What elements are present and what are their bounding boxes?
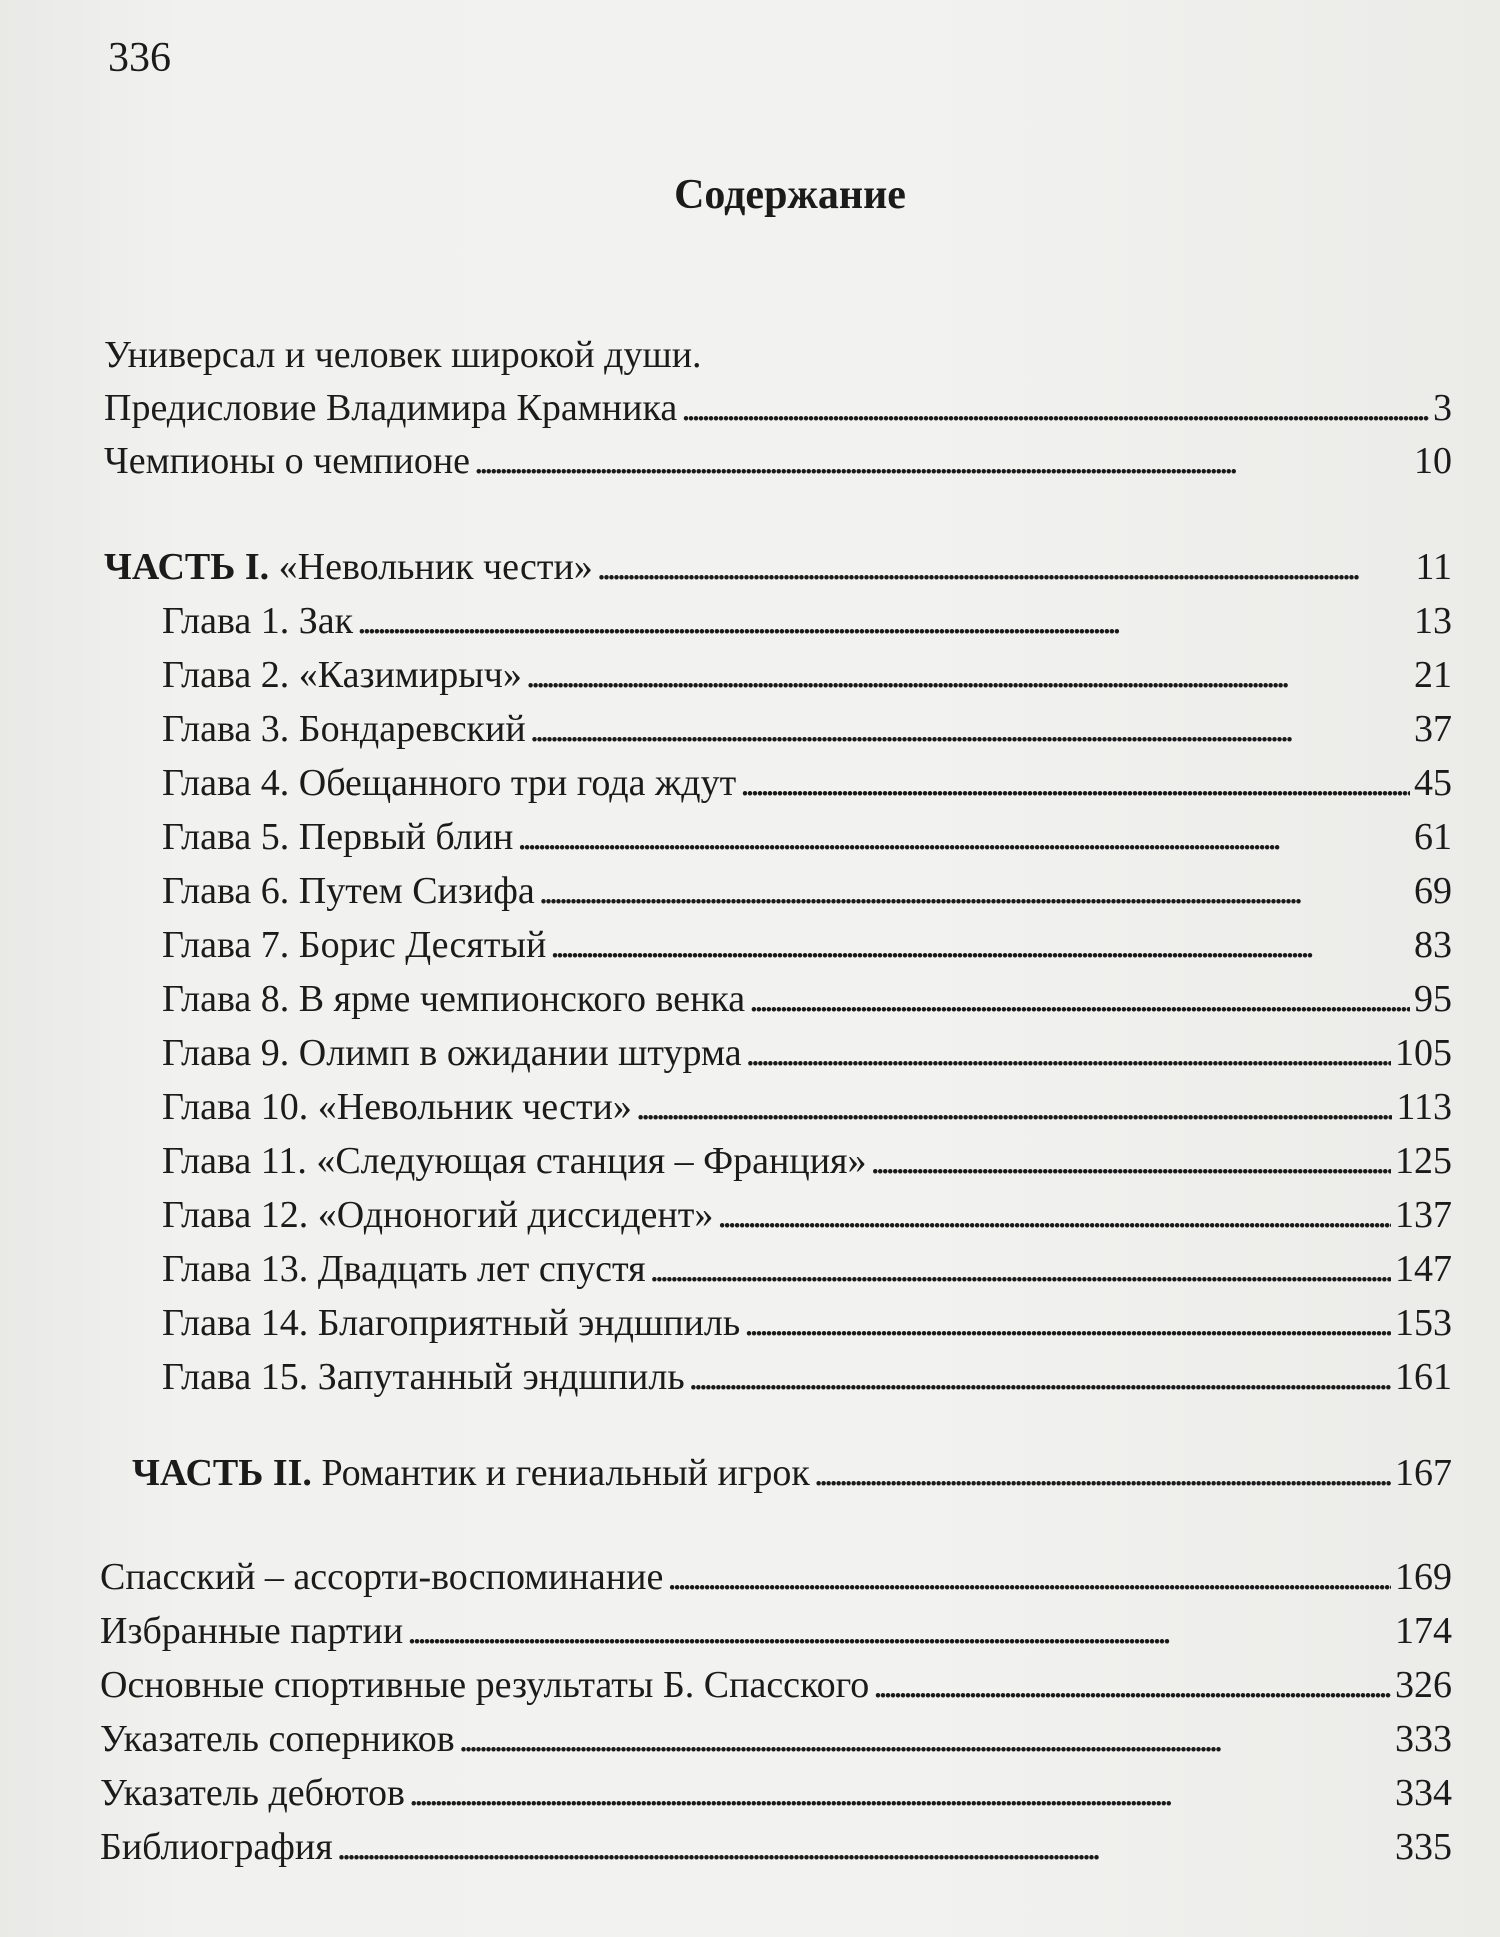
toc-chapter bbox=[162, 1134, 1452, 1188]
toc-part-title bbox=[132, 1446, 810, 1500]
dot-leader bbox=[597, 540, 1412, 594]
toc-entry-page: 83 bbox=[1414, 924, 1452, 966]
dot-leader bbox=[337, 1820, 1391, 1874]
page-number: 336 bbox=[108, 35, 171, 81]
toc-entry-page: 69 bbox=[1414, 870, 1452, 912]
toc-entry-title: Глава 10. «Невольник чести» bbox=[162, 1086, 632, 1128]
toc-entry-title: Глава 12. «Одноногий диссидент» bbox=[162, 1194, 714, 1236]
toc-entry-page: 333 bbox=[1395, 1718, 1452, 1760]
toc-entry-page: 11 bbox=[1415, 546, 1452, 588]
part-label: ЧАСТЬ II. bbox=[132, 1452, 312, 1494]
dot-leader bbox=[717, 1188, 1391, 1242]
toc-entry-title: Чемпионы о чемпионе bbox=[104, 440, 471, 482]
toc-entry-page: 3 bbox=[1433, 387, 1452, 429]
toc-chapter bbox=[162, 918, 1452, 972]
toc-entry-page: 147 bbox=[1395, 1248, 1452, 1290]
toc-appendix-entry bbox=[100, 1820, 1452, 1874]
toc-chapter bbox=[162, 1350, 1452, 1404]
page-title: Содержание bbox=[674, 172, 906, 218]
dot-leader bbox=[474, 434, 1410, 488]
toc-entry-title: Спасский – ассорти-воспоминание bbox=[100, 1556, 664, 1598]
toc-entry-title: Глава 6. Путем Сизифа bbox=[162, 870, 535, 912]
toc-entry-preface bbox=[104, 381, 1452, 435]
toc-part-title bbox=[104, 540, 593, 594]
toc-entry-title: Глава 15. Запутанный эндшпиль bbox=[162, 1356, 685, 1398]
toc-appendix-entry bbox=[100, 1550, 1452, 1604]
toc-entry-page: 61 bbox=[1414, 816, 1452, 858]
toc-entry-title: Библиография bbox=[100, 1826, 333, 1868]
toc-chapter bbox=[162, 1080, 1452, 1134]
dot-leader bbox=[636, 1080, 1393, 1134]
toc-chapter bbox=[162, 1026, 1452, 1080]
toc-chapter bbox=[162, 1188, 1452, 1242]
toc-chapter bbox=[162, 972, 1452, 1026]
toc-entry-champions bbox=[104, 434, 1452, 488]
toc-entry-title: Глава 9. Олимп в ожидании штурма bbox=[162, 1032, 742, 1074]
dot-leader bbox=[357, 594, 1410, 648]
toc-entry-title: Глава 8. В ярме чемпионского венка bbox=[162, 978, 746, 1020]
toc-entry-page: 125 bbox=[1395, 1140, 1452, 1182]
toc-entry-page: 10 bbox=[1414, 440, 1452, 482]
part-name: Романтик и гениальный игрок bbox=[311, 1452, 810, 1494]
toc-entry-page: 37 bbox=[1414, 708, 1452, 750]
toc-part-1 bbox=[104, 540, 1452, 594]
toc-entry-page: 45 bbox=[1414, 762, 1452, 804]
toc-entry-page: 167 bbox=[1395, 1452, 1452, 1494]
toc-entry-title: Глава 14. Благоприятный эндшпиль bbox=[162, 1302, 741, 1344]
dot-leader bbox=[550, 918, 1410, 972]
toc-chapter bbox=[162, 810, 1452, 864]
dot-leader bbox=[681, 381, 1429, 435]
toc-entry-page: 21 bbox=[1414, 654, 1452, 696]
toc-chapter bbox=[162, 702, 1452, 756]
toc-entry-page: 137 bbox=[1395, 1194, 1452, 1236]
toc-entry-page: 95 bbox=[1414, 978, 1452, 1020]
dot-leader bbox=[749, 972, 1410, 1026]
dot-leader bbox=[409, 1766, 1391, 1820]
toc-entry-title: Глава 7. Борис Десятый bbox=[162, 924, 547, 966]
toc-entry-page: 105 bbox=[1395, 1032, 1452, 1074]
dot-leader bbox=[530, 702, 1410, 756]
toc-entry-title: Предисловие Владимира Крамника bbox=[104, 387, 678, 429]
toc-chapter bbox=[162, 864, 1452, 918]
dot-leader bbox=[650, 1242, 1391, 1296]
toc-entry-page: 326 bbox=[1395, 1664, 1452, 1706]
toc-appendix-entry bbox=[100, 1658, 1452, 1712]
toc-entry-page: 113 bbox=[1396, 1086, 1452, 1128]
toc-entry-title: Глава 5. Первый блин bbox=[162, 816, 514, 858]
part-label: ЧАСТЬ I. bbox=[104, 546, 270, 588]
toc-chapter bbox=[162, 1242, 1452, 1296]
dot-leader bbox=[689, 1350, 1391, 1404]
toc-chapter bbox=[162, 594, 1452, 648]
toc-entry-page: 153 bbox=[1395, 1302, 1452, 1344]
toc-entry-page: 174 bbox=[1395, 1610, 1452, 1652]
dot-leader bbox=[667, 1550, 1391, 1604]
toc-entry-title: Глава 13. Двадцать лет спустя bbox=[162, 1248, 646, 1290]
toc-intro-line: Универсал и человек широкой души. bbox=[104, 334, 702, 376]
toc-entry-title: Глава 3. Бондаревский bbox=[162, 708, 526, 750]
toc-entry-title: Глава 2. «Казимирыч» bbox=[162, 654, 522, 696]
dot-leader bbox=[526, 648, 1410, 702]
dot-leader bbox=[814, 1446, 1391, 1500]
dot-leader bbox=[517, 810, 1410, 864]
dot-leader bbox=[873, 1658, 1391, 1712]
part-name: «Невольник чести» bbox=[269, 546, 593, 588]
dot-leader bbox=[740, 756, 1410, 810]
toc-entry-title: Основные спортивные результаты Б. Спасского bbox=[100, 1664, 870, 1706]
toc-entry-title: Указатель дебютов bbox=[100, 1772, 405, 1814]
toc-part-2 bbox=[132, 1446, 1452, 1500]
dot-leader bbox=[407, 1604, 1391, 1658]
toc-appendix-entry bbox=[100, 1604, 1452, 1658]
toc-appendix-entry bbox=[100, 1712, 1452, 1766]
toc-entry-title: Указатель соперников bbox=[100, 1718, 455, 1760]
toc-chapter bbox=[162, 1296, 1452, 1350]
dot-leader bbox=[746, 1026, 1391, 1080]
toc-entry-page: 334 bbox=[1395, 1772, 1452, 1814]
toc-entry-title: Глава 11. «Следующая станция – Франция» bbox=[162, 1140, 867, 1182]
dot-leader bbox=[459, 1712, 1391, 1766]
dot-leader bbox=[539, 864, 1410, 918]
toc-entry-title: Глава 4. Обещанного три года ждут bbox=[162, 762, 737, 804]
toc-entry-page: 335 bbox=[1395, 1826, 1452, 1868]
toc-entry-page: 161 bbox=[1395, 1356, 1452, 1398]
toc-chapter bbox=[162, 756, 1452, 810]
dot-leader bbox=[871, 1134, 1391, 1188]
toc-appendix-entry bbox=[100, 1766, 1452, 1820]
toc-entry-title: Глава 1. Зак bbox=[162, 600, 354, 642]
dot-leader bbox=[744, 1296, 1391, 1350]
toc-entry-title: Избранные партии bbox=[100, 1610, 404, 1652]
toc-entry-page: 13 bbox=[1414, 600, 1452, 642]
toc-entry-page: 169 bbox=[1395, 1556, 1452, 1598]
toc-chapter bbox=[162, 648, 1452, 702]
